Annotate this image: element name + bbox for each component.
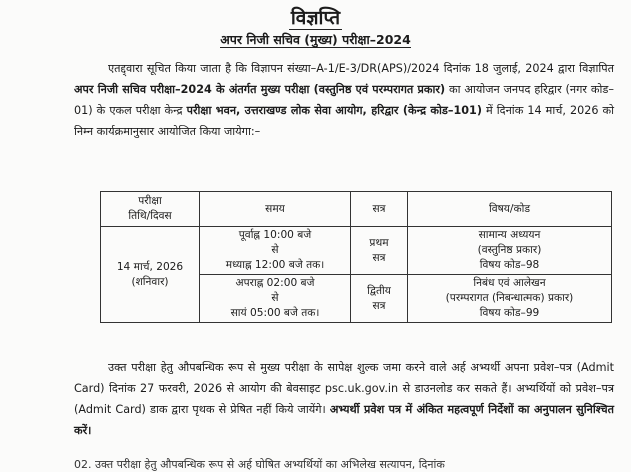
para1-bold-2: परीक्षा भवन, उत्तराखण्ड लोक सेवा आयोग, हरिद्वार (केन्द्र कोड–101) <box>186 104 482 117</box>
header-subject: विषय/कोड <box>408 192 612 227</box>
exam-schedule-table <box>100 191 612 323</box>
paragraph-admit-card <box>74 357 614 441</box>
session1-subject-cell: सामान्य अध्ययन (वस्तुनिष्ठ प्रकार) विषय कोड–98 <box>408 227 612 275</box>
para2-text-1: उक्त परीक्षा हेतु औपबन्धिक रूप से मुख्य परीक्षा के सापेक्ष शुल्क जमा करने वाले अर्ह अभ्यर्थी अपना प्रवेश–पत्र (Admit Card) दिनांक 27 फरवरी, 2026 से आयोग की बेवसाइट psc.uk.gov.in से डाउनलोड कर सकते हैं। अभ्यर्थियों को प्रवेश–पत्र (Admit Card) डाक द्वारा पृथक से प्रेषित नहीं किये जायेंगे। <box>74 361 614 416</box>
table-row <box>101 227 612 275</box>
session2-name-cell: द्वितीय सत्र <box>351 275 408 323</box>
para2-bold-1: अभ्यर्थी प्रवेश पत्र में अंकित महत्वपूर्ण निर्देशों का अनुपालन सुनिश्चित करें। <box>74 403 614 437</box>
exam-date-cell: 14 मार्च, 2026 (शनिवार) <box>101 227 200 323</box>
para1-text-1: एतद्द्वारा सूचित किया जाता है कि विज्ञापन संख्या–A-1/E-3/DR(APS)/2024 दिनांक 18 जुलाई, 2024 द्वारा विज्ञापित <box>108 62 614 75</box>
table-header-row <box>101 192 612 227</box>
paragraph-exam-announcement <box>74 58 614 142</box>
header-time: समय <box>200 192 351 227</box>
session1-time-cell: पूर्वाह्न 10:00 बजे से मध्याह्न 12:00 बजे तक। <box>200 227 351 275</box>
notice-title: विज्ञप्ति <box>290 7 341 29</box>
header-session: सत्र <box>351 192 408 227</box>
partial-next-paragraph: 02. उक्त परीक्षा हेतु औपबन्धिक रूप से अर्ह घोषित अभ्यर्थियों का अभिलेख सत्यापन, दिनांक <box>74 458 445 471</box>
header-date: परीक्षा तिथि/दिवस <box>101 192 200 227</box>
session2-subject-cell: निबंध एवं आलेखन (परम्परागत (निबन्धात्मक) प्रकार) विषय कोड–99 <box>408 275 612 323</box>
para1-text-3: में दिनांक 14 मार्च, 2026 को निम्न कार्यक्रमानुसार आयोजित किया जायेगा:– <box>74 104 614 138</box>
session2-time-cell: अपराह्न 02:00 बजे से सायं 05:00 बजे तक। <box>200 275 351 323</box>
notice-subtitle: अपर निजी सचिव (मुख्य) परीक्षा–2024 <box>220 32 411 47</box>
session1-name-cell: प्रथम सत्र <box>351 227 408 275</box>
para1-bold-1: अपर निजी सचिव परीक्षा–2024 के अंतर्गत मुख्य परीक्षा (वस्तुनिष्ठ एवं परम्परागत प्रकार) <box>74 83 446 96</box>
para1-text-2: का आयोजन जनपद हरिद्वार (नगर कोड–01) के एकल परीक्षा केन्द्र <box>74 83 614 117</box>
